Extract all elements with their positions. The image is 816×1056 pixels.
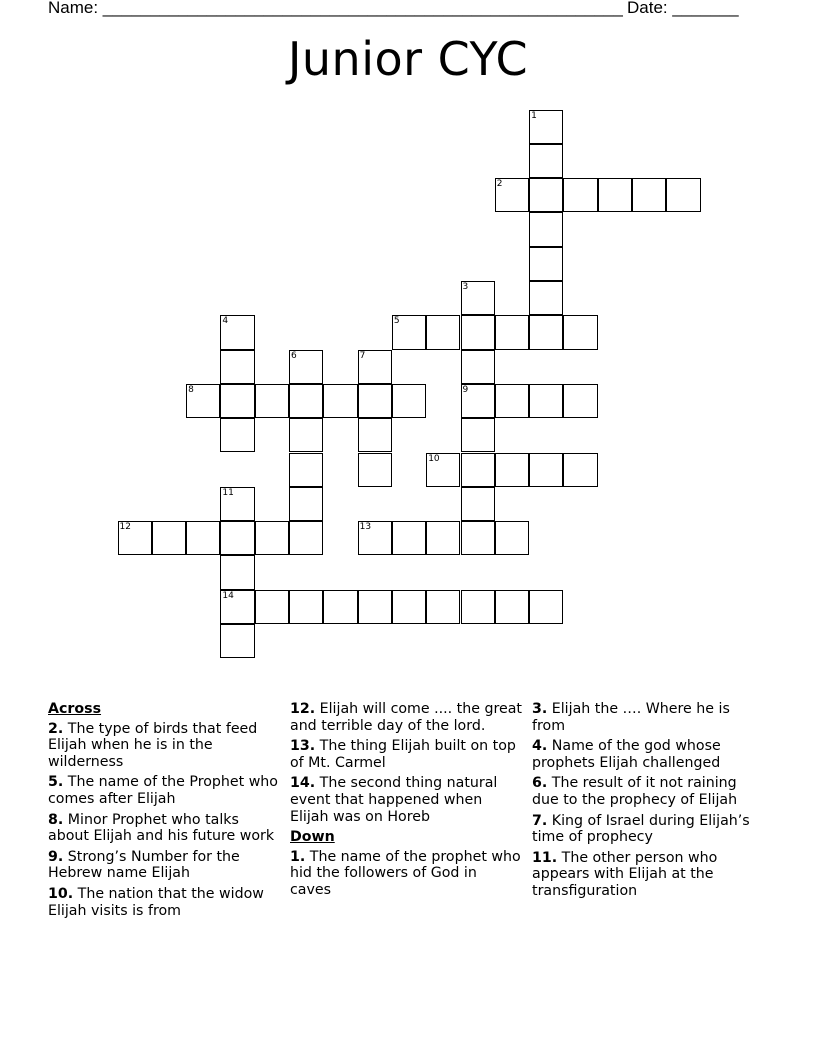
- grid-cell[interactable]: [461, 350, 495, 384]
- grid-cell[interactable]: [358, 384, 392, 418]
- clue-down-4: 4. Name of the god whose prophets Elijah challenged: [532, 738, 721, 771]
- grid-cell[interactable]: [289, 590, 323, 624]
- grid-cell[interactable]: [186, 384, 220, 418]
- grid-cell[interactable]: [220, 624, 254, 658]
- grid-cell[interactable]: [220, 315, 254, 349]
- grid-cell[interactable]: [220, 521, 254, 555]
- grid-cell[interactable]: [392, 521, 426, 555]
- grid-cell[interactable]: [289, 418, 323, 452]
- clue-across-8: 8. Minor Prophet who talks about Elijah and his future work: [48, 811, 275, 845]
- cell-number: 8: [188, 384, 194, 395]
- grid-cell[interactable]: [289, 487, 323, 521]
- grid-cell[interactable]: [358, 418, 392, 452]
- grid-cell[interactable]: [255, 521, 289, 555]
- grid-cell[interactable]: [220, 590, 254, 624]
- clue-down-6: 6. The result of it not raining due to the prophecy of Elijah: [532, 775, 738, 808]
- grid-cell[interactable]: [461, 281, 495, 315]
- clue-column-3: [532, 701, 764, 904]
- grid-cell[interactable]: [186, 521, 220, 555]
- grid-cell[interactable]: [220, 384, 254, 418]
- grid-cell[interactable]: [152, 521, 186, 555]
- grid-cell[interactable]: [255, 590, 289, 624]
- cell-number: 11: [222, 487, 234, 498]
- grid-cell[interactable]: [461, 487, 495, 521]
- grid-cell[interactable]: [461, 315, 495, 349]
- grid-cell[interactable]: [461, 453, 495, 487]
- grid-cell[interactable]: [358, 590, 392, 624]
- cell-number: 6: [291, 350, 297, 361]
- cell-number: 2: [496, 179, 503, 190]
- grid-cell[interactable]: [598, 178, 632, 212]
- clue-across-14: 14. The second thing natural event that happened when Elijah was on Horeb: [290, 775, 498, 825]
- clue-across-2: 2. The type of birds that feed Elijah when he is in the wilderness: [48, 720, 258, 770]
- clue-across-10: 10. The nation that the widow Elijah visits is from: [48, 885, 264, 919]
- grid-cell[interactable]: [289, 384, 323, 418]
- grid-cell[interactable]: [529, 281, 563, 315]
- clue-down-7: 7. King of Israel during Elijah’s time of prophecy: [532, 812, 750, 846]
- clue-across-13: 13. The thing Elijah built on top of Mt. Carmel: [290, 738, 516, 771]
- grid-cell[interactable]: [495, 178, 529, 212]
- grid-cell[interactable]: [289, 453, 323, 487]
- grid-cell[interactable]: [220, 350, 254, 384]
- clue-across-12: 12. Elijah will come .... the great and terrible day of the lord.: [290, 701, 522, 734]
- grid-cell[interactable]: [323, 590, 357, 624]
- grid-cell[interactable]: [426, 521, 460, 555]
- cell-number: 14: [222, 590, 234, 601]
- grid-cell[interactable]: [255, 384, 289, 418]
- down-heading: Down: [290, 829, 335, 846]
- grid-cell[interactable]: [289, 350, 323, 384]
- grid-cell[interactable]: [392, 315, 426, 349]
- grid-cell[interactable]: [529, 212, 563, 246]
- grid-cell[interactable]: [529, 144, 563, 178]
- grid-cell[interactable]: [461, 521, 495, 555]
- clue-down-1: 1. The name of the prophet who hid the followers of God in caves: [290, 848, 521, 898]
- grid-cell[interactable]: [323, 384, 357, 418]
- across-heading: Across: [48, 701, 102, 717]
- grid-cell[interactable]: [358, 350, 392, 384]
- cell-number: 10: [428, 453, 440, 464]
- grid-cell[interactable]: [529, 247, 563, 281]
- grid-cell[interactable]: [529, 110, 563, 144]
- clue-down-3: 3. Elijah the …. Where he is from: [532, 701, 730, 734]
- grid-cell[interactable]: [289, 521, 323, 555]
- grid-cell[interactable]: [220, 487, 254, 521]
- grid-cell[interactable]: [220, 555, 254, 589]
- grid-cell[interactable]: [392, 590, 426, 624]
- grid-cell[interactable]: [666, 178, 700, 212]
- cell-number: 7: [359, 350, 366, 361]
- grid-cell[interactable]: [529, 453, 563, 487]
- cell-number: 1: [531, 110, 537, 121]
- grid-cell[interactable]: [220, 418, 254, 452]
- page-title: Junior CYC: [287, 32, 529, 86]
- clue-column-2: [290, 701, 522, 903]
- grid-cell[interactable]: [632, 178, 666, 212]
- clue-column-1: [48, 701, 280, 923]
- date-field[interactable]: Date: _______: [627, 0, 739, 17]
- grid-cell[interactable]: [358, 453, 392, 487]
- grid-cell[interactable]: [461, 384, 495, 418]
- grid-cell[interactable]: [118, 521, 152, 555]
- grid-cell[interactable]: [529, 590, 563, 624]
- grid-cell[interactable]: [426, 315, 460, 349]
- cell-number: 5: [393, 316, 400, 327]
- clue-across-5: 5. The name of the Prophet who comes after Elijah: [48, 774, 278, 807]
- clue-down-11: 11. The other person who appears with Elijah at the transfiguration: [532, 849, 718, 899]
- grid-cell[interactable]: [495, 590, 529, 624]
- grid-cell[interactable]: [563, 315, 597, 349]
- grid-cell[interactable]: [563, 384, 597, 418]
- grid-cell[interactable]: [392, 384, 426, 418]
- cell-number: 12: [119, 522, 131, 533]
- grid-cell[interactable]: [563, 178, 597, 212]
- grid-cell[interactable]: [563, 453, 597, 487]
- cell-number: 4: [222, 316, 229, 327]
- grid-cell[interactable]: [461, 418, 495, 452]
- grid-cell[interactable]: [461, 590, 495, 624]
- cell-number: 3: [462, 282, 469, 292]
- grid-cell[interactable]: [426, 590, 460, 624]
- grid-cell[interactable]: [529, 315, 563, 349]
- grid-cell[interactable]: [495, 453, 529, 487]
- grid-cell[interactable]: [358, 521, 392, 555]
- grid-cell[interactable]: [495, 315, 529, 349]
- cell-number: 9: [462, 384, 469, 395]
- cell-number: 13: [359, 522, 372, 533]
- name-field[interactable]: Name: _______________________________________________________: [48, 0, 623, 17]
- grid-cell[interactable]: [426, 453, 460, 487]
- clue-across-9: 9. Strong’s Number for the Hebrew name Elijah: [48, 848, 240, 882]
- grid-cell[interactable]: [529, 384, 563, 418]
- grid-cell[interactable]: [529, 178, 563, 212]
- grid-cell[interactable]: [495, 521, 529, 555]
- grid-cell[interactable]: [495, 384, 529, 418]
